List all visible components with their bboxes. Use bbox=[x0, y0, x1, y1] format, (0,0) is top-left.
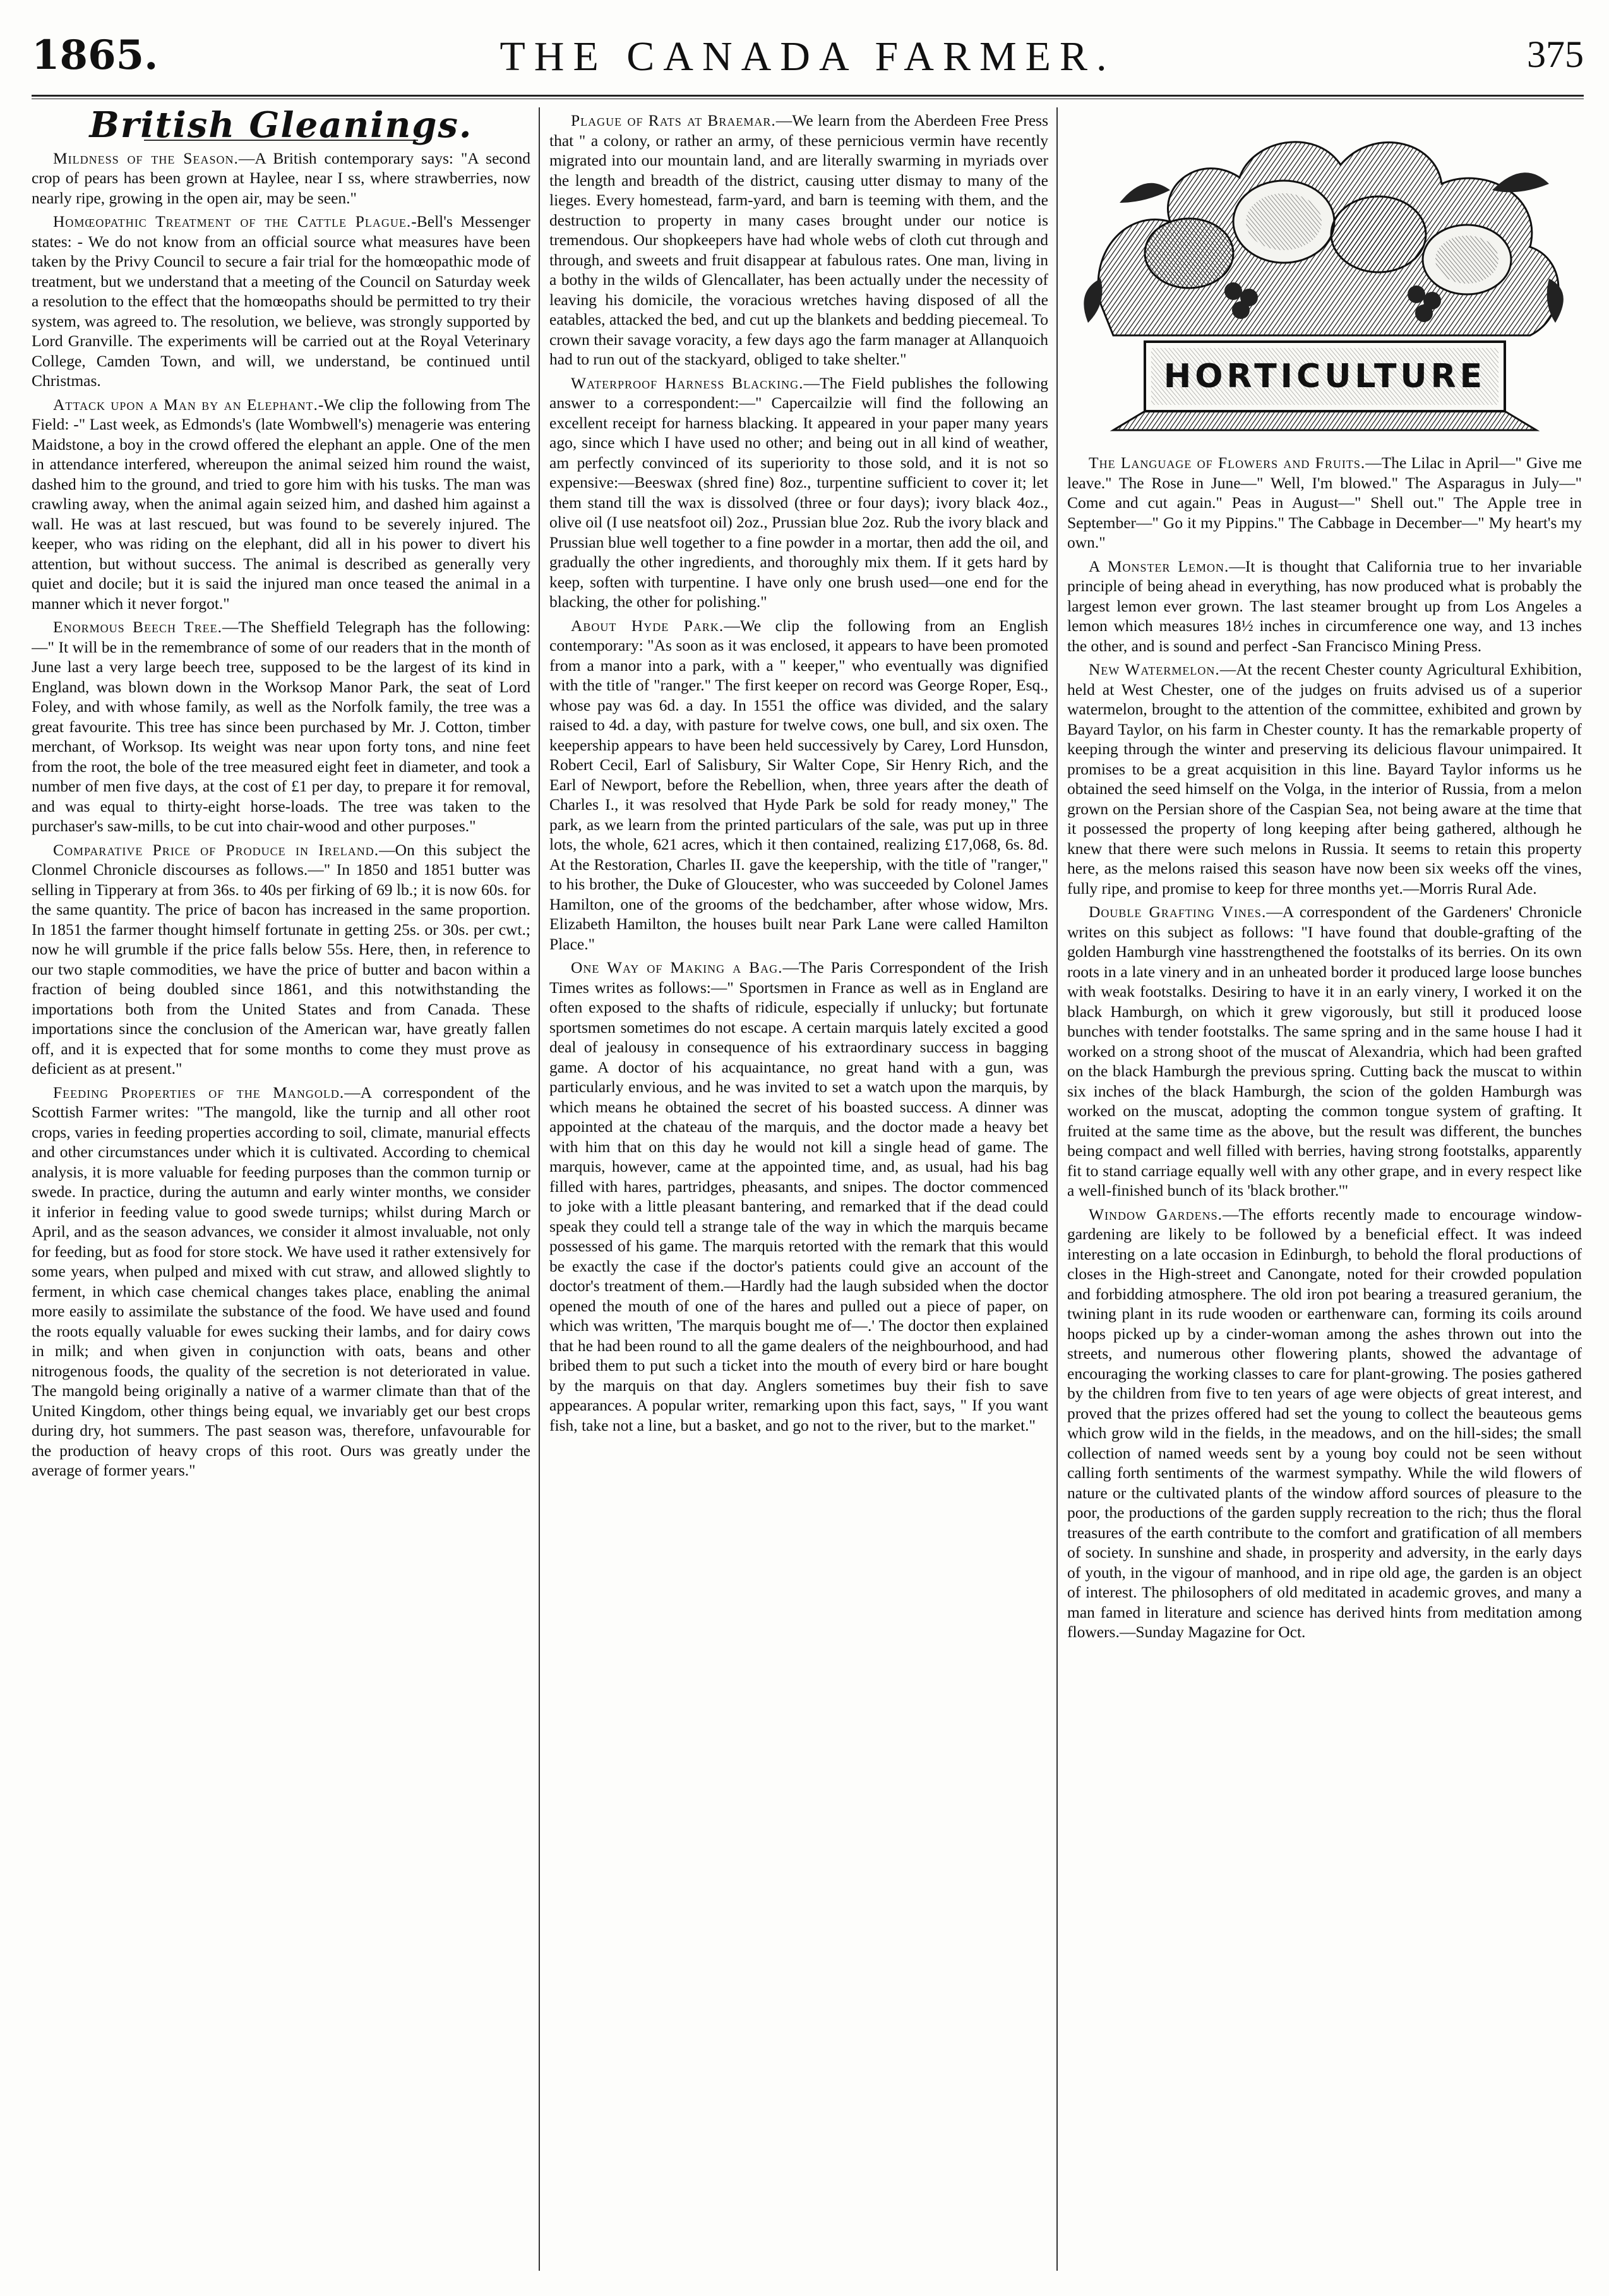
section-title: British Gleanings. bbox=[89, 111, 473, 146]
article-body: —The Field publishes the following answer to a correspondent:—" Capercailzie will find the following an excellent receipt for harness blacking. It appeared in your paper many years ago, since which I have used no other; and being out in all kind of weather, am perfectly convinced of its superiority to those sold, and it is not so expensive:—Beeswax (shred fine) 8oz., turpentine sufficient to cover it; let them stand till the wax is dissolved (three or four days); ivory black 4oz., olive oil (I use neatsfoot oil) 2oz., Prussian blue 2oz. Rub the ivory black and Prussian blue well together to a fine powder in a mortar, then add the oil, and gradually the other ingredients, and thoroughly mix them. If it gets hard by keep, soften with turpentine. I have only one brush used—one end for the blacking, the other for polishing." bbox=[549, 373, 1048, 611]
article-headline: Mildness of the Season. bbox=[53, 148, 239, 167]
article-paragraph bbox=[1067, 1205, 1582, 1642]
article-body: —A correspondent of the Gardeners' Chronicle writes on this subject as follows: "I have found that double-grafting of the golden Hamburgh vine hasstrengthened the footstalks of its berries. On its own roots in a late vinery and in an unheated border it produced large loose bunches with weak footstalks. Desiring to have it in an early vinery, I worked it on the black Hamburgh, on which it grew vigorously, but still it produced loose bunches with tender footstalks. The same spring and in the same house I had it worked on a strong shoot of the muscat of Alexandria, which had been grafted on the black Hamburgh the previous spring. Cutting back the muscat to within six inches of the black Hamburgh, the scion of the golden Hamburgh was worked on the muscat, adopting the common tongue system of grafting. It fruited at the same time as the above, but the result was different, the bunches being compact and well filled with berries, having strong footstalks, apparently fit to stand carriage equally well with any other grape, and in every respect like a well-finished bunch of its 'black brother.'" bbox=[1067, 903, 1582, 1199]
column-right bbox=[1067, 111, 1582, 2271]
article-body: —The Paris Correspondent of the Irish Times writes as follows:—" Sportsmen in France as well as in England are often exposed to the shafts of ridicule, especially if unlucky; but fortunate sportsmen sometimes do not escape. A certain marquis lately excited a good deal of jealousy in consequence of his extraordinary success in bagging game. A doctor of his acquaintance, no great hand with a gun, was particularly envious, and he was invited to set a watch upon the marquis, by which means he obtained the secret of his boasted success. A dinner was appointed at the chateau of the marquis, and the doctor made a heavy bet with him that on this day he would not kill a single head of game. The marquis, however, came at the appointed time, and, as usual, had his bag filled with hares, partridges, pheasants, and snipes. The doctor commenced to joke with a little pleasant bantering, and remarked that if the dead could speak they could tell a strange tale of the way in which the marquis became possessed of his game. The marquis retorted with the remark that this would be exactly the case if the doctor's patients could give an account of the doctor's treatment of them.—Hardly had the laugh subsided when the doctor opened the mouth of one of the hares and pulled out a piece of paper, on which was written, 'The marquis bought me of—.' The doctor then explained that he had been round to all the game dealers of the neighbourhood, and had bribed them to put such a ticket into the mouth of every bird or hare bought by the marquis on that day. Anglers sometimes buy their fish to save appearances. A popular writer, remarking upon this fact, says, " If you want fish, take not a line, but a basket, and go not to the river, but to the market." bbox=[549, 958, 1048, 1434]
article-paragraph bbox=[32, 1083, 530, 1481]
article-body: —The Lilac in April—" Give me leave." The Rose in June—" Well, I'm blowed." The Asparagus in July—" Come and cut again." Peas in August—" Shell out." The Apple tree in September—" Go it my Pippins." The Cabbage in December—" My heart's my own." bbox=[1067, 454, 1582, 551]
article-paragraph bbox=[32, 617, 530, 836]
masthead-rule bbox=[32, 95, 1584, 97]
article-headline: Waterproof Harness Blacking. bbox=[571, 373, 804, 392]
newspaper-title: THE CANADA FARMER. bbox=[499, 33, 1116, 80]
article-paragraph bbox=[549, 111, 1048, 370]
article-headline: One Way of Making a Bag. bbox=[571, 958, 783, 977]
article-headline: Enormous Beech Tree. bbox=[53, 618, 223, 636]
article-body: —The Sheffield Telegraph has the following:—" It will be in the remembrance of some of our readers that in the month of June last a very large beech tree, supposed to be the largest of its kind in England, was blown down in the Worksop Manor Park, the seat of Lord Foley, and with whose family, as well as the Norfolk family, the tree was a great favourite. This tree has since been purchased by Mr. J. Cotton, timber merchant, of Worksop. Its weight was near upon forty tons, and nine feet from the root, the bole of the tree measured eight feet in diameter, and took a number of men five days, at the cost of £1 per day, to prepare it for removal, and was equal to thirty-eight horse-loads. The tree was taken to the purchaser's saw-mills, to be cut into chair-wood and other purposes." bbox=[32, 618, 530, 835]
page-number: 375 bbox=[1527, 33, 1584, 75]
article-paragraph bbox=[1067, 556, 1582, 656]
column-divider bbox=[1056, 107, 1058, 2271]
article-paragraph bbox=[549, 616, 1048, 954]
column-left bbox=[32, 111, 530, 2271]
article-list bbox=[32, 148, 530, 1481]
article-body: —We learn from the Aberdeen Free Press that " a colony, or rather an army, of these pernicious vermin have recently migrated into our mountain land, and are literally swarming in myriads over the length and breadth of the district, causing utter dismay to many of the lieges. Every homestead, farm-yard, and barn is teeming with them, and the destruction to property in many cases brought under our notice is tremendous. Our shopkeepers have had whole webs of cloth cut through and through, and sweets and fruit disappear at fabulous rates. One man, living in a bothy in the wilds of Glencallater, has been actually under the necessity of leaving his domicile, the voracious wretches having disposed of all the eatables, attacked the bed, and cut up the blankets and bedding piecemeal. To crown their savage voracity, a few days ago the farm manager at Allanquoich had to run out of the stackyard, obliged to take shelter." bbox=[549, 111, 1048, 368]
horticulture-engraving bbox=[1075, 114, 1574, 436]
article-body: —We clip the following from an English contemporary: "As soon as it was enclosed, it appears to have been promoted from a manor into a park, with a " keeper," who eventually was dignified with the title of "ranger." The first keeper on record was George Roper, Esq., whose pay was 6d. a day. In 1551 the office was divided, and the salary raised to 4d. a day, with pasture for twelve cows, one bull, and six oxen. The keepership appears to have been held successively by Carey, Lord Hunsdon, Robert Cecil, Earl of Salisbury, Sir Walter Cope, Sir Henry Rich, and the Earl of Newport, before the Rebellion, when, three years after the death of Charles I., it was resolved that Hyde Park be sold for ready money," The park, as we learn from the printed particulars of the sale, was put up in three lots, the whole, 621 acres, which it then contained, realizing £17,068, 6s. 8d. At the Restoration, Charles II. gave the keepership, with the title of "ranger," to his brother, the Duke of Gloucester, who was succeeded by Colonel James Hamilton, one of the grooms of the bedchamber, after whose widow, Mrs. Elizabeth Hamilton, the houses built near Park Lane were called Hamilton Place." bbox=[549, 616, 1048, 953]
article-headline: Feeding Properties of the Mangold. bbox=[53, 1083, 345, 1102]
article-paragraph bbox=[549, 958, 1048, 1435]
article-headline: Window Gardens. bbox=[1089, 1205, 1223, 1223]
article-body: -Bell's Messenger states: - We do not know from an official source what measures have been taken by the Privy Council to secure a fair trial for the homœopathic mode of treatment, but we understand that a meeting of the Council on Saturday week a resolution to the effect that the homœopaths should be permitted to try their system, was agreed to. The resolution, we believe, was strongly supported by Lord Granville. The experiments will be carried out at the Royal Veterinary College, Camden Town, and will, we understand, be continued until Christmas. bbox=[32, 212, 530, 390]
column-middle bbox=[549, 111, 1048, 2271]
article-headline: New Watermelon. bbox=[1089, 660, 1220, 678]
article-headline: Plague of Rats at Braemar. bbox=[571, 111, 776, 129]
article-paragraph bbox=[1067, 453, 1582, 553]
article-body: —A British contemporary says: "A second crop of pears has been grown at Haylee, near I ss, where strawberries, now nearly ripe, growing in the open air, may be seen." bbox=[32, 148, 530, 207]
column-divider bbox=[539, 107, 540, 2271]
fruit-basket-illustration bbox=[1075, 114, 1574, 436]
article-list bbox=[1067, 453, 1582, 1642]
article-body: —The efforts recently made to encourage window-gardening are likely to be followed by a beneficial effect. It was indeed interesting on a late occasion in Edinburgh, to behold the floral productions of closes in the High-street and Canongate, noted for their crowded population and forbidding atmosphere. The old iron pot bearing a treasured geranium, the twining plant in its rude wooden or earthenware can, forming its coils around hoops picked up by a cinder-woman among the ashes thrown out into the streets, and numerous other flowering plants, showed the advantage of encouraging the working classes to care for plant-growing. The posies gathered by the children from five to ten years of age were objects of great interest, and proved that the prizes offered had set the young to collect the beauteous gems which grow wild in the fields, in the meadows, and on the hill-sides; the small collection of named weeds sent by a young boy could not be seen without calling forth sentiments of the warmest sympathy. While the wild flowers of nature or the cultivated plants of the window afford sources of pleasure to the poor, the productions of the garden supply recreation to the rich; thus the floral treasures of the earth contribute to the comfort and gratification of all members of society. In sunshine and shade, in prosperity and adversity, in the early days of youth, in the vigour of manhood, and in ripe old age, the garden is an object of interest. The philosophers of old meditated in academic groves, and many a man famed in literature and science has derived hints from meditation among flowers.—Sunday Magazine for Oct. bbox=[1067, 1205, 1582, 1641]
article-paragraph bbox=[32, 395, 530, 614]
article-paragraph bbox=[1067, 659, 1582, 898]
article-body: —It is thought that California true to her invariable principle of being ahead in everything, has now produced what is probably the largest lemon ever grown. The last steamer brought up from Los Angeles a lemon which measures 18½ inches in circumference one way, and 13 inches the other, and is sound and perfect -San Francisco Mining Press. bbox=[1067, 556, 1582, 655]
article-headline: The Language of Flowers and Fruits. bbox=[1089, 454, 1366, 472]
article-list bbox=[549, 111, 1048, 1435]
article-body: —On this subject the Clonmel Chronicle discourses as follows.—" In 1850 and 1851 butter was selling in Tipperary at from 36s. to 40s per firking of 69 lb.; it is now 60s. for the same quantity. The price of bacon has increased in the same proportion. In 1851 the farmer thought himself fortunate in getting 25s. or 30s. per cwt.; now he will grumble if the price falls below 55s. Here, then, in reference to our two staple commodities, we have the price of butter and bacon within a fraction of being doubled since 1861, and this notwithstanding the importations both from the United States and from Canada. These importations since the conclusion of the American war, have greatly fallen off, and it is expected that for some months to come they must prove as deficient as at present." bbox=[32, 840, 530, 1078]
article-body: -We clip the following from The Field: -" Last week, as Edmonds's (late Wombwell's) menagerie was entering Maidstone, a boy in the crowd offered the elephant an apple. One of the men in attendance interfered, whereupon the animal seized him round the waist, dashed him to the ground, and tried to gore him with his tusks. The man was crawling away, when the animal again seized him, and dashed him against a wall. He was at last rescued, but was found to be severely injured. The keeper, who was riding on the elephant, did all in his power to divert his attention, but without success. The animal is described as generally very quiet and docile; but it is said the injured man once teased the animal in a manner which it never forgot." bbox=[32, 395, 530, 613]
article-headline: Homœopathic Treatment of the Cattle Plague. bbox=[53, 212, 412, 231]
article-headline: Double Grafting Vines. bbox=[1089, 903, 1267, 921]
article-body: —At the recent Chester county Agricultural Exhibition, held at West Chester, one of the judges on fruits advised us of a superior watermelon, brought to the attention of the committee, exhibited and grown by Bayard Taylor, on his farm in Chester county. It has the remarkable property of keeping through the winter and preserving its delicious flavour unimpaired. It promises to be a great acquisition in this line. Bayard Taylor informs us he obtained the seed himself on the Volga, in the interior of Russia, from a melon grown on the Persian shore of the Caspian Sea, not being aware at the time that it possessed the property of long keeping after being gathered, although he knew that there were such melons in Russia. It seems to retain this property here, as the melons raised this season have now been six weeks off the vines, fully ripe, and promise to keep for three months yet.—Morris Rural Ade. bbox=[1067, 660, 1582, 898]
article-paragraph bbox=[32, 148, 530, 208]
article-headline: Attack upon a Man by an Elephant. bbox=[53, 395, 318, 414]
article-paragraph bbox=[32, 840, 530, 1079]
article-body: —A correspondent of the Scottish Farmer writes: "The mangold, like the turnip and all other root crops, varies in feeding properties according to soil, climate, manurial effects and other circumstances under which it is cultivated. According to chemical analysis, it is more valuable for feeding purposes than the common turnip or swede. In practice, during the autumn and early winter months, we consider it inferior in feeding value to good swede turnips; whilst during March or April, and as the season advances, we consider it almost invaluable, not only for feeding, but as food for store stock. We have used it rather extensively for some years, when pulped and mixed with cut straw, and allowed slightly to ferment, in which case chemical changes takes place, enabling the animal more easily to assimilate the substance of the food. We have used and found the roots equally valuable for ewes sucking their lambs, and for dairy cows in milk; and when given in conjunction with oats, beans and other nitrogenous foods, the quality of the secretion is not deteriorated in value. The mangold being originally a native of a warmer climate than that of the United Kingdom, other things being equal, we invariably get our best crops during dry, hot summers. The past season was, therefore, unfavourable for the production of heavy crops of this root. Ours was greatly under the average of former years." bbox=[32, 1083, 530, 1479]
article-paragraph bbox=[1067, 902, 1582, 1201]
article-paragraph bbox=[549, 373, 1048, 612]
horticulture-banner: HORTICULTURE bbox=[1163, 358, 1486, 395]
issue-year: 1865. bbox=[32, 32, 159, 79]
article-headline: Comparative Price of Produce in Ireland. bbox=[53, 840, 380, 859]
masthead bbox=[32, 19, 1584, 95]
article-headline: About Hyde Park. bbox=[571, 616, 724, 635]
article-headline: A Monster Lemon. bbox=[1089, 556, 1229, 575]
article-paragraph bbox=[32, 212, 530, 391]
